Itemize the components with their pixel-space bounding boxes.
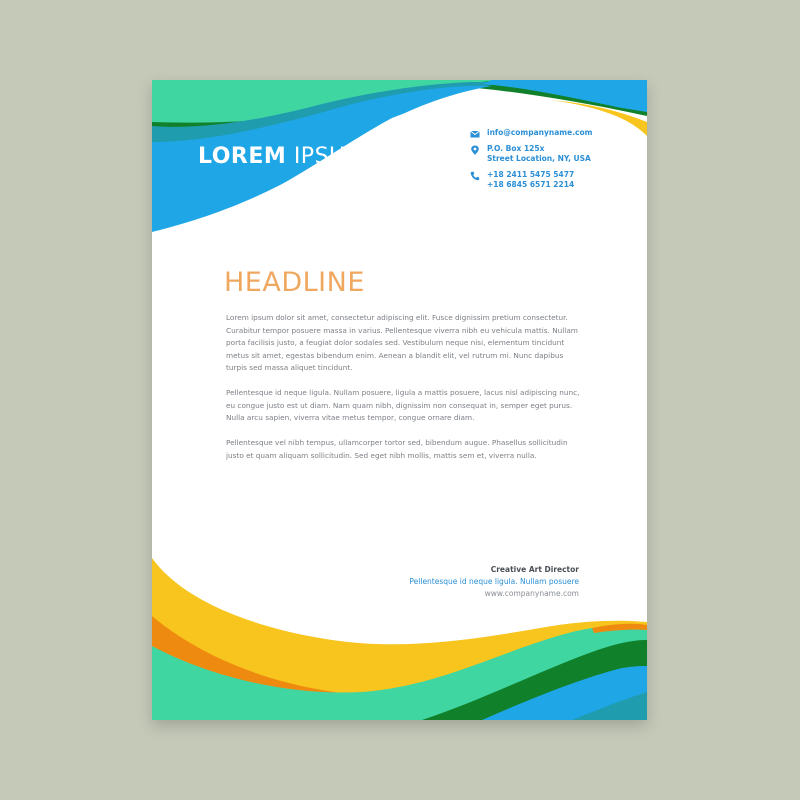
letter-body <box>226 312 586 475</box>
signature-line: Pellentesque id neque ligula. Nullam posuere <box>409 577 579 586</box>
letterhead-sheet <box>152 80 647 720</box>
brand-word-2: IPSUM <box>293 144 366 169</box>
contact-phone-2[interactable]: +18 6845 6571 2214 <box>487 180 575 189</box>
contact-block <box>470 128 640 196</box>
company-logo-text <box>198 144 365 169</box>
signature-block <box>409 564 579 600</box>
page-headline: HEADLINE <box>224 267 365 298</box>
email-icon <box>470 129 480 139</box>
body-paragraph-3: Pellentesque vel nibh tempus, ullamcorper tortor sed, bibendum augue. Phasellus sollicitudin justo et quam aliquam sollicitudin. Sed eget nibh mollis, mattis sem et, viverra nulla. <box>226 438 568 460</box>
contact-email[interactable]: info@companyname.com <box>487 128 593 137</box>
contact-phone-1[interactable]: +18 2411 5475 5477 <box>487 170 575 179</box>
contact-address-row <box>470 144 640 164</box>
contact-address-line-1: P.O. Box 125x <box>487 144 545 153</box>
brand-word-1: LOREM <box>198 144 287 169</box>
contact-phone-row <box>470 170 640 190</box>
signature-website[interactable]: www.companyname.com <box>484 589 579 598</box>
contact-address-line-2: Street Location, NY, USA <box>487 154 591 163</box>
body-paragraph-2: Pellentesque id neque ligula. Nullam posuere, ligula a mattis posuere, lacus nisl adipiscing nunc, eu congue justo est ut diam. Nam quam nibh, dignissim non consequat in, semper eget purus. Nulla arcu sapien, viverra vitae metus tempor, congue ornare diam. <box>226 388 580 422</box>
phone-icon <box>470 171 480 181</box>
signature-title: Creative Art Director <box>490 565 579 574</box>
contact-email-row <box>470 128 640 138</box>
body-paragraph-1: Lorem ipsum dolor sit amet, consectetur adipiscing elit. Fusce dignissim pretium consectetur. Curabitur tempor posuere massa in varius. Pellentesque viverra nibh eu vehicula mattis. Nullam porta facilisis justo, a feugiat dolor sodales sed. Vestibulum neque nisi, elementum tincidunt metus sit amet, egestas bibendum enim. Aenean a blandit elit, vel rutrum mi. Nunc dapibus turpis sed massa aliquet tincidunt. <box>226 313 578 372</box>
location-pin-icon <box>470 145 480 155</box>
